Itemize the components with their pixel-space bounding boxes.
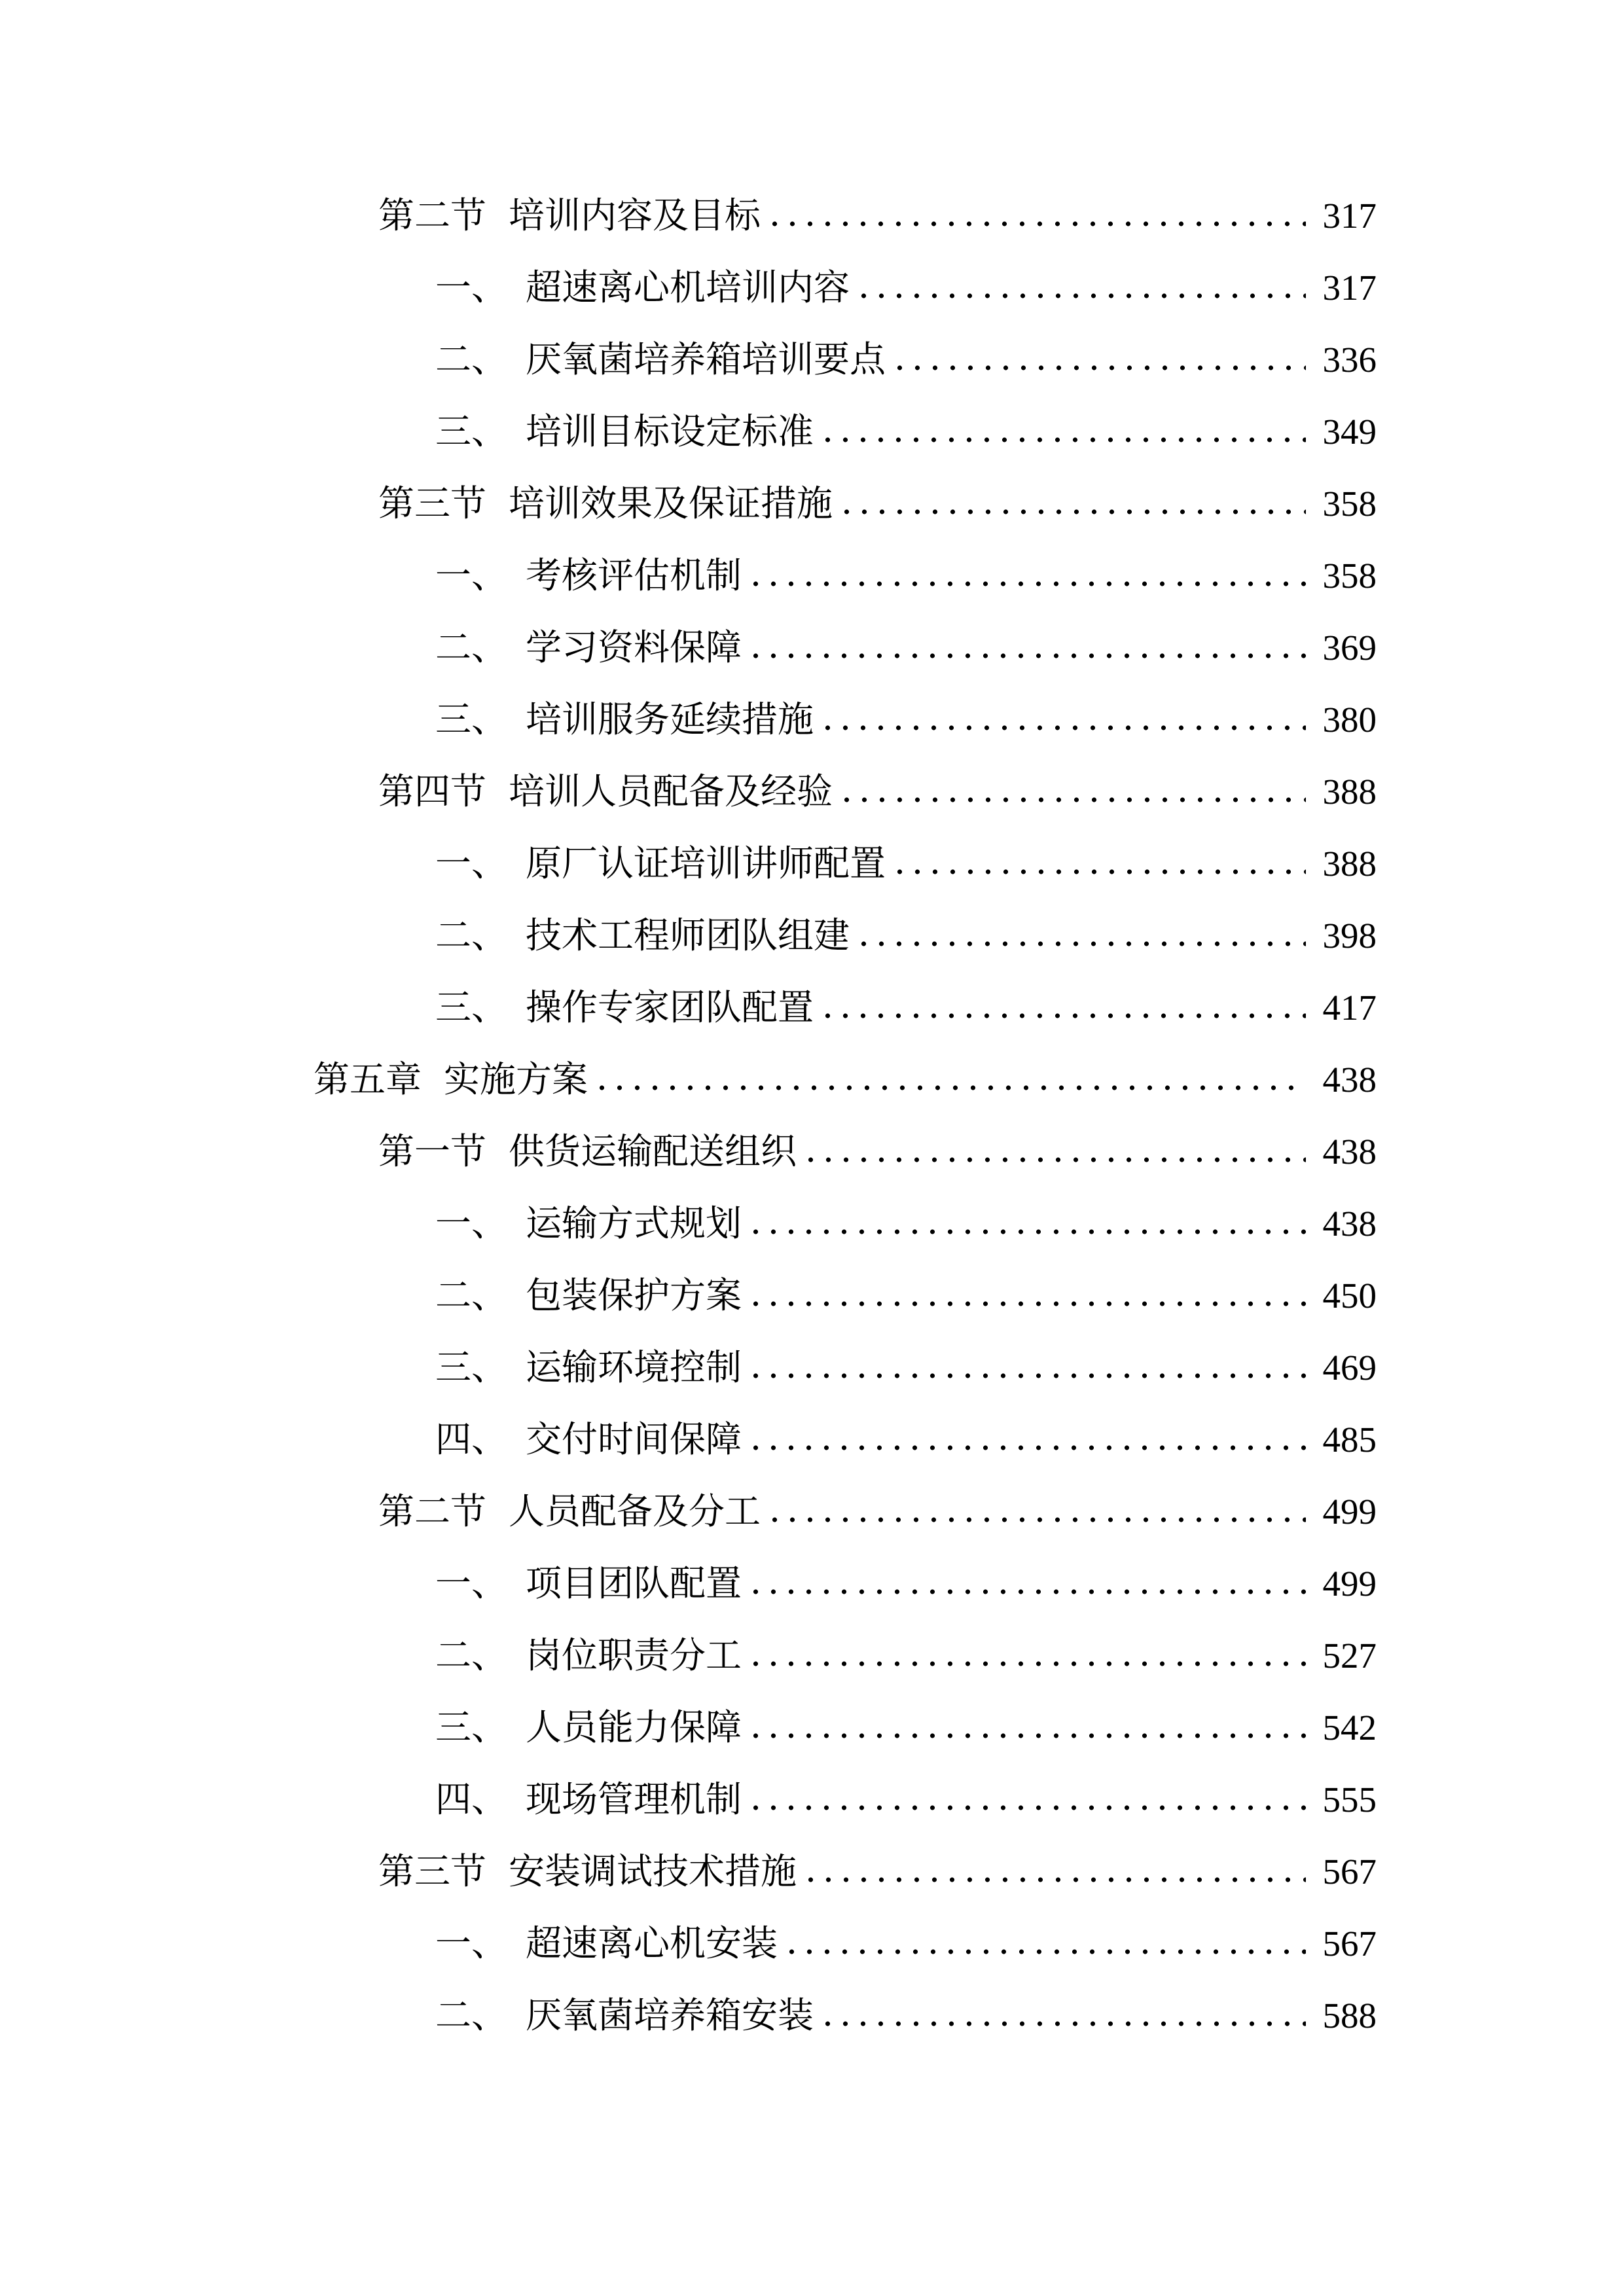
- toc-entry-number: 四、: [435, 1780, 508, 1820]
- toc-entry-title: 现场管理机制: [526, 1780, 742, 1820]
- toc-entry: [0, 1764, 1624, 1836]
- toc-entry-number: 一、: [435, 844, 508, 884]
- toc-entry-title: 厌氧菌培养箱培训要点: [526, 340, 886, 380]
- dot-leader: [747, 1764, 1306, 1836]
- dot-leader: [838, 756, 1306, 828]
- toc-entry-page: 567: [1322, 1924, 1377, 1964]
- toc-entry: [0, 1980, 1624, 2052]
- toc-entry-title: 运输环境控制: [526, 1348, 742, 1388]
- toc-entry-page: 380: [1322, 700, 1377, 740]
- toc-entry-number: 三、: [435, 988, 508, 1028]
- toc-entry-page: 438: [1322, 1204, 1377, 1244]
- toc-entry-number: 一、: [435, 1924, 508, 1964]
- toc-entry-number: 一、: [435, 1204, 508, 1244]
- toc-entry: [0, 324, 1624, 396]
- dot-leader: [747, 1260, 1306, 1332]
- toc-entry-title: 超速离心机安装: [526, 1924, 778, 1964]
- toc-entry: [0, 252, 1624, 324]
- toc-entry-number: 三、: [435, 700, 508, 740]
- toc-entry-page: 336: [1322, 340, 1377, 380]
- toc-entry-page: 438: [1322, 1132, 1377, 1172]
- dot-leader: [819, 972, 1306, 1044]
- toc-entry-title: 培训内容及目标: [509, 196, 761, 236]
- dot-leader: [783, 1908, 1306, 1980]
- toc-entry: [0, 900, 1624, 972]
- toc-entry-page: 555: [1322, 1780, 1377, 1820]
- dot-leader: [747, 1332, 1306, 1404]
- toc-entry-page: 438: [1322, 1060, 1377, 1100]
- toc-entry-title: 培训人员配备及经验: [509, 772, 833, 812]
- toc-entry: [0, 1116, 1624, 1188]
- dot-leader: [766, 1476, 1306, 1548]
- toc-entry-title: 培训目标设定标准: [526, 412, 814, 452]
- toc-entry-title: 实施方案: [444, 1060, 588, 1100]
- toc-entry: [0, 1620, 1624, 1692]
- dot-leader: [747, 1548, 1306, 1620]
- toc-entry-number: 三、: [435, 1708, 508, 1748]
- toc-entry-number: 四、: [435, 1420, 508, 1460]
- toc-entry: [0, 972, 1624, 1044]
- toc-entry: [0, 1404, 1624, 1476]
- toc-entry: [0, 756, 1624, 828]
- toc-entry: [0, 180, 1624, 252]
- toc-entry-page: 542: [1322, 1708, 1377, 1748]
- toc-entry: [0, 1548, 1624, 1620]
- dot-leader: [819, 1980, 1306, 2052]
- toc-entry-number: 二、: [435, 628, 508, 668]
- toc-entry: [0, 468, 1624, 540]
- toc-entry-page: 358: [1322, 556, 1377, 596]
- toc-entry-title: 交付时间保障: [526, 1420, 742, 1460]
- toc-entry-number: 第二节: [378, 1492, 487, 1532]
- toc-entry-number: 三、: [435, 412, 508, 452]
- dot-leader: [747, 1404, 1306, 1476]
- toc-entry-page: 588: [1322, 1996, 1377, 2036]
- toc-entry: [0, 1332, 1624, 1404]
- toc-entry-page: 417: [1322, 988, 1377, 1028]
- toc-entry-number: 第二节: [378, 196, 487, 236]
- toc-entry-page: 469: [1322, 1348, 1377, 1388]
- toc-entry-number: 二、: [435, 340, 508, 380]
- toc-entry-title: 培训服务延续措施: [526, 700, 814, 740]
- toc-entry: [0, 1476, 1624, 1548]
- toc-entry-page: 398: [1322, 916, 1377, 956]
- dot-leader: [747, 540, 1306, 612]
- dot-leader: [838, 468, 1306, 540]
- toc-entry-page: 499: [1322, 1564, 1377, 1604]
- toc-entry-title: 包装保护方案: [526, 1276, 742, 1316]
- toc-entry-title: 人员能力保障: [526, 1708, 742, 1748]
- dot-leader: [802, 1836, 1306, 1908]
- dot-leader: [819, 396, 1306, 468]
- toc-entry-number: 二、: [435, 1636, 508, 1676]
- dot-leader: [855, 252, 1306, 324]
- dot-leader: [747, 1188, 1306, 1260]
- toc-entry: [0, 1908, 1624, 1980]
- toc-entry-title: 培训效果及保证措施: [509, 484, 833, 524]
- toc-entry-title: 学习资料保障: [526, 628, 742, 668]
- toc-entry-number: 二、: [435, 1276, 508, 1316]
- dot-leader: [819, 684, 1306, 756]
- toc-entry-number: 一、: [435, 556, 508, 596]
- toc-entry-page: 317: [1322, 196, 1377, 236]
- toc-entry-page: 358: [1322, 484, 1377, 524]
- dot-leader: [891, 324, 1306, 396]
- toc-entry-title: 考核评估机制: [526, 556, 742, 596]
- dot-leader: [855, 900, 1306, 972]
- dot-leader: [593, 1044, 1306, 1116]
- toc-entry-page: 527: [1322, 1636, 1377, 1676]
- toc-entry-number: 第四节: [378, 772, 487, 812]
- dot-leader: [747, 1692, 1306, 1764]
- toc-entry-title: 项目团队配置: [526, 1564, 742, 1604]
- toc-entry-page: 317: [1322, 268, 1377, 308]
- toc-entry-page: 369: [1322, 628, 1377, 668]
- toc-entry-page: 388: [1322, 772, 1377, 812]
- toc-list: [0, 180, 1624, 2052]
- toc-entry-number: 二、: [435, 1996, 508, 2036]
- toc-entry: [0, 1836, 1624, 1908]
- toc-entry-number: 三、: [435, 1348, 508, 1388]
- toc-entry-number: 第五章: [314, 1060, 422, 1100]
- toc-entry-title: 超速离心机培训内容: [526, 268, 850, 308]
- toc-entry-number: 第一节: [378, 1132, 487, 1172]
- toc-entry: [0, 1044, 1624, 1116]
- toc-entry-title: 人员配备及分工: [509, 1492, 761, 1532]
- toc-entry: [0, 612, 1624, 684]
- toc-entry-title: 岗位职责分工: [526, 1636, 742, 1676]
- toc-entry: [0, 1692, 1624, 1764]
- toc-entry-number: 第三节: [378, 484, 487, 524]
- toc-entry-page: 485: [1322, 1420, 1377, 1460]
- toc-entry-title: 厌氧菌培养箱安装: [526, 1996, 814, 2036]
- toc-entry-number: 二、: [435, 916, 508, 956]
- toc-entry-title: 运输方式规划: [526, 1204, 742, 1244]
- toc-entry-page: 388: [1322, 844, 1377, 884]
- toc-entry: [0, 1188, 1624, 1260]
- toc-entry-page: 349: [1322, 412, 1377, 452]
- toc-entry: [0, 396, 1624, 468]
- toc-entry-title: 操作专家团队配置: [526, 988, 814, 1028]
- dot-leader: [766, 180, 1306, 252]
- toc-entry: [0, 828, 1624, 900]
- dot-leader: [891, 828, 1306, 900]
- dot-leader: [802, 1116, 1306, 1188]
- toc-entry: [0, 684, 1624, 756]
- toc-entry-number: 第三节: [378, 1852, 487, 1892]
- toc-entry: [0, 540, 1624, 612]
- toc-entry-title: 供货运输配送组织: [509, 1132, 797, 1172]
- toc-entry-number: 一、: [435, 268, 508, 308]
- toc-entry-page: 499: [1322, 1492, 1377, 1532]
- toc-entry-title: 技术工程师团队组建: [526, 916, 850, 956]
- toc-entry-title: 安装调试技术措施: [509, 1852, 797, 1892]
- toc-entry-number: 一、: [435, 1564, 508, 1604]
- toc-entry-page: 567: [1322, 1852, 1377, 1892]
- toc-entry-page: 450: [1322, 1276, 1377, 1316]
- toc-entry-title: 原厂认证培训讲师配置: [526, 844, 886, 884]
- toc-entry: [0, 1260, 1624, 1332]
- dot-leader: [747, 1620, 1306, 1692]
- dot-leader: [747, 612, 1306, 684]
